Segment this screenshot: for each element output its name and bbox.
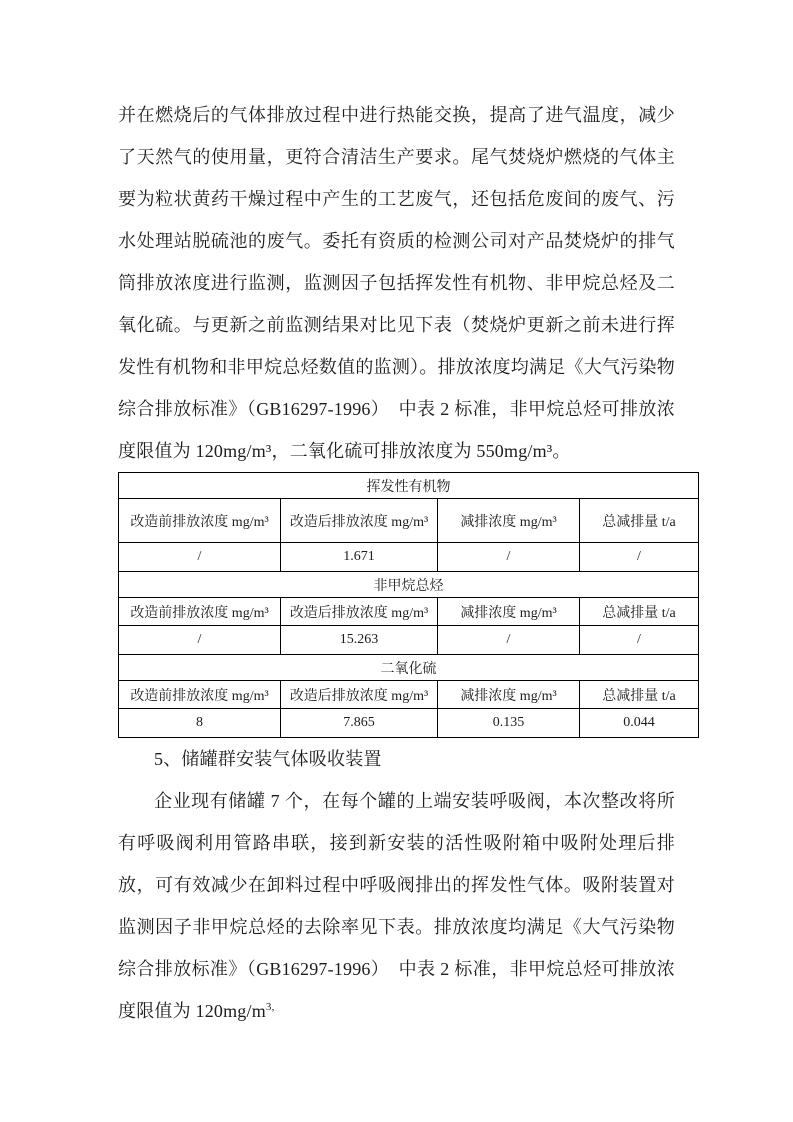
table-header-cell: 总减排量 t/a — [580, 499, 699, 543]
table-header-cell: 改造后排放浓度 mg/m³ — [281, 598, 438, 626]
table-value-cell: / — [119, 543, 281, 572]
table-header-cell: 改造后排放浓度 mg/m³ — [281, 681, 438, 709]
emissions-comparison-table — [118, 472, 699, 738]
table-value-cell: / — [580, 543, 699, 572]
table-row — [119, 709, 699, 738]
table-section-title-so2: 二氧化硫 — [119, 655, 699, 681]
table-section-title-nmhc: 非甲烷总烃 — [119, 572, 699, 598]
table-value-cell: 15.263 — [281, 626, 438, 655]
table-header-cell: 减排浓度 mg/m³ — [438, 499, 580, 543]
table-header-cell: 改造前排放浓度 mg/m³ — [119, 598, 281, 626]
table-value-cell: 7.865 — [281, 709, 438, 738]
superscript-3-comma: 3, — [265, 1001, 275, 1013]
table-value-cell: 8 — [119, 709, 281, 738]
table-row — [119, 499, 699, 543]
paragraph-storage-tanks — [118, 780, 675, 1032]
table-value-cell: / — [119, 626, 281, 655]
table-row — [119, 598, 699, 626]
table-header-cell: 减排浓度 mg/m³ — [438, 681, 580, 709]
table-row — [119, 655, 699, 681]
table-header-cell: 总减排量 t/a — [580, 598, 699, 626]
table-header-cell: 减排浓度 mg/m³ — [438, 598, 580, 626]
table-value-cell: / — [438, 543, 580, 572]
table-value-cell: 1.671 — [281, 543, 438, 572]
table-value-cell: 0.044 — [580, 709, 699, 738]
table-section-title-voc: 挥发性有机物 — [119, 473, 699, 499]
heading-item-5: 5、储罐群安装气体吸收装置 — [154, 749, 382, 769]
table-row — [119, 572, 699, 598]
table-header-cell: 改造后排放浓度 mg/m³ — [281, 499, 438, 543]
table-value-cell: 0.135 — [438, 709, 580, 738]
table-value-cell: / — [580, 626, 699, 655]
table-row — [119, 681, 699, 709]
table-value-cell: / — [438, 626, 580, 655]
table-header-cell: 改造前排放浓度 mg/m³ — [119, 499, 281, 543]
table-row — [119, 626, 699, 655]
table-row — [119, 543, 699, 572]
paragraph-storage-tanks-text: 企业现有储罐 7 个，在每个罐的上端安装呼吸阀，本次整改将所有呼吸阀利用管路串联，接到新安装的活性吸附箱中吸附处理后排放，可有效减少在卸料过程中呼吸阀排出的挥发性气体。吸附装置对监测因子非甲烷总烃的去除率见下表。排放浓度均满足《大气污染物综合排放标准》（GB16297-1996） 中表 2 标准，非甲烷总烃可排放浓度限值为 120mg/m — [118, 791, 675, 1021]
table-header-cell: 总减排量 t/a — [580, 681, 699, 709]
table-header-cell: 改造前排放浓度 mg/m³ — [119, 681, 281, 709]
paragraph-flue-gas: 并在燃烧后的气体排放过程中进行热能交换，提高了进气温度，减少了天然气的使用量，更符合清洁生产要求。尾气焚烧炉燃烧的气体主要为粒状黄药干燥过程中产生的工艺废气，还包括危废间的废气、污水处理站脱硫池的废气。委托有资质的检测公司对产品焚烧炉的排气筒排放浓度进行监测，监测因子包括挥发性有机物、非甲烷总烃及二氧化硫。与更新之前监测结果对比见下表（焚烧炉更新之前未进行挥发性有机物和非甲烷总烃数值的监测）。排放浓度均满足《大气污染物综合排放标准》（GB16297-1996） 中表 2 标准，非甲烷总烃可排放浓度限值为 120mg/m³，二氧化硫可排放浓度为 550mg/m³。 — [118, 105, 675, 461]
table-row — [119, 473, 699, 499]
